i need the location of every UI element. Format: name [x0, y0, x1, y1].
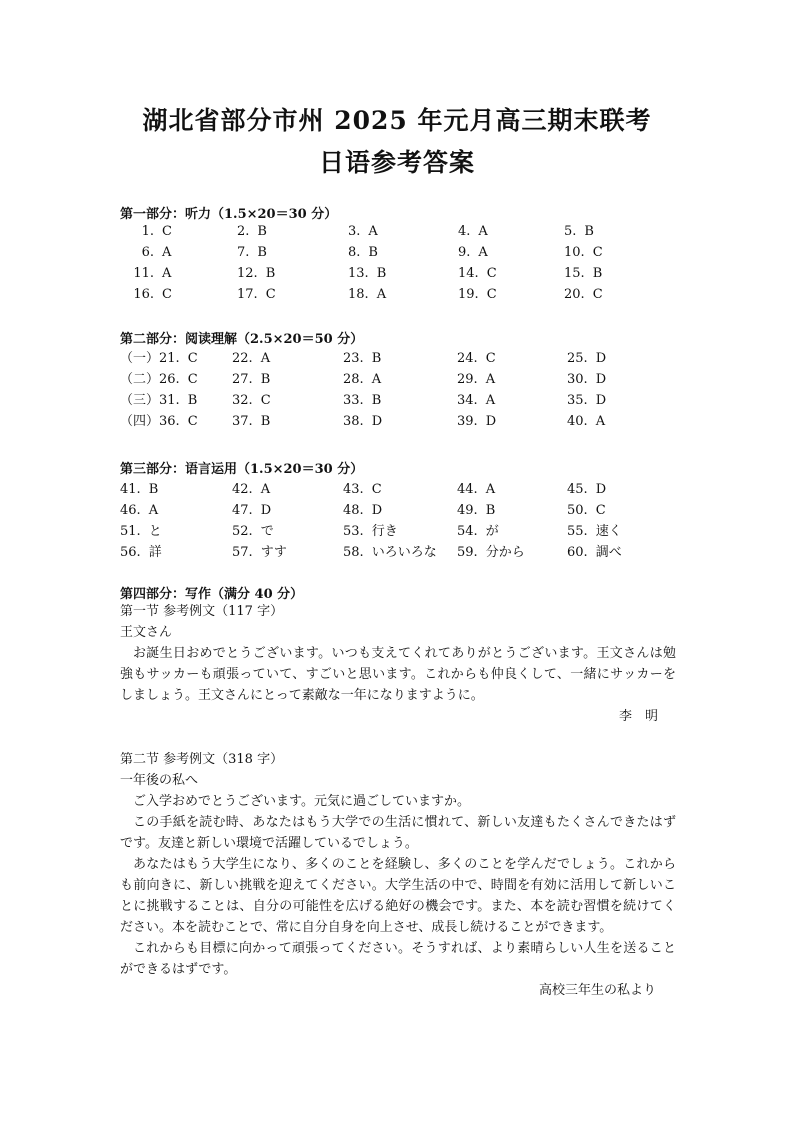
section1-greeting: 王文さん: [120, 625, 173, 640]
question-number: 28.: [343, 372, 364, 387]
answer-value: C: [485, 351, 496, 366]
answer-value: C: [371, 482, 382, 497]
question-number: 29.: [457, 372, 478, 387]
answer-item: [120, 390, 197, 411]
answer-item: [567, 348, 606, 369]
answer-value: 分から: [485, 545, 525, 560]
answer-value: C: [187, 372, 198, 387]
answer-value: B: [371, 351, 382, 366]
question-number: 42.: [232, 482, 253, 497]
answer-item: [348, 221, 378, 242]
answer-item: [343, 479, 382, 500]
part1-answer-grid: [120, 221, 680, 305]
answer-item: [567, 542, 622, 563]
answer-value: すす: [260, 545, 287, 560]
answer-value: A: [485, 393, 496, 408]
answer-value: C: [162, 224, 172, 239]
question-number: 6.: [141, 245, 154, 260]
section2-paragraph: この手紙を読む時、あなたはもう大学での生活に慣れて、新しい友達もたくさんできたはずです。友達と新しい環境で活躍しているでしょう。: [120, 815, 676, 851]
question-number: 24.: [457, 351, 478, 366]
question-number: 40.: [567, 414, 588, 429]
answer-value: C: [595, 503, 606, 518]
answer-item: [132, 284, 172, 305]
answer-item: [232, 500, 271, 521]
answer-item: [567, 479, 606, 500]
question-number: 49.: [457, 503, 478, 518]
answer-item: [120, 500, 158, 521]
question-number: 54.: [457, 524, 478, 539]
answer-value: D: [485, 414, 497, 429]
question-number: 55.: [567, 524, 588, 539]
section1-paragraph: お誕生日おめでとうございます。いつも支えてくれてありがとうございます。王文さんは勉強もサッカーも頑張っていて、すごいと思います。これからも仲良くして、一緒にサッカーをしましょう。王文さんにとって素敵な一年になりますように。: [120, 646, 676, 703]
section2-paragraph: これからも目標に向かって頑張ってください。そうすれば、より素晴らしい人生を送ることができるはずです。: [120, 941, 676, 977]
question-number: （二）26.: [120, 372, 180, 387]
answer-value: いろいろな: [371, 545, 437, 560]
answer-item: [564, 284, 603, 305]
answer-item: [343, 411, 382, 432]
answer-value: が: [485, 524, 499, 539]
section2-label: 第二节 参考例文（318 字）: [120, 752, 284, 767]
answer-row: [120, 542, 680, 563]
answer-item: [232, 542, 287, 563]
answer-value: D: [595, 393, 607, 408]
question-number: 43.: [343, 482, 364, 497]
question-number: 46.: [120, 503, 141, 518]
answer-item: [348, 242, 378, 263]
question-number: 50.: [567, 503, 588, 518]
page-title: 湖北省部分市州 2025 年元月高三期末联考: [142, 106, 652, 135]
answer-item: [343, 521, 398, 542]
answer-value: D: [260, 503, 272, 518]
answer-value: A: [260, 482, 271, 497]
question-number: 23.: [343, 351, 364, 366]
question-number: 13.: [348, 266, 369, 281]
question-number: 41.: [120, 482, 141, 497]
answer-item: [457, 390, 495, 411]
answer-row: [120, 479, 680, 500]
answer-value: A: [478, 224, 488, 239]
answer-item: [343, 542, 437, 563]
question-number: 38.: [343, 414, 364, 429]
answer-row: [120, 521, 680, 542]
answer-item: [343, 500, 382, 521]
answer-item: [343, 390, 381, 411]
answer-value: B: [148, 482, 159, 497]
part1-heading: 第一部分：听力（1.5×20＝30 分）: [120, 207, 338, 222]
answer-value: A: [260, 351, 271, 366]
question-number: 7.: [237, 245, 250, 260]
answer-item: [232, 521, 274, 542]
answer-item: [457, 542, 525, 563]
answer-value: A: [162, 266, 172, 281]
question-number: 57.: [232, 545, 253, 560]
question-number: 10.: [564, 245, 585, 260]
answer-value: 調べ: [595, 545, 622, 560]
question-number: 32.: [232, 393, 253, 408]
question-number: 60.: [567, 545, 588, 560]
question-number: 9.: [458, 245, 471, 260]
answer-item: [567, 500, 606, 521]
answer-value: C: [187, 351, 198, 366]
answer-value: C: [592, 245, 603, 260]
question-number: 15.: [564, 266, 585, 281]
question-number: 34.: [457, 393, 478, 408]
answer-item: [120, 348, 198, 369]
answer-item: [567, 390, 606, 411]
answer-value: A: [478, 245, 488, 260]
question-number: 33.: [343, 393, 364, 408]
question-number: 25.: [567, 351, 588, 366]
part3-heading: 第三部分：语言运用（1.5×20＝30 分）: [120, 462, 364, 477]
answer-value: C: [486, 266, 497, 281]
question-number: 20.: [564, 287, 585, 302]
section2-greeting: 一年後の私へ: [120, 773, 199, 788]
writing-section-2: [120, 749, 676, 1001]
answer-item: [232, 348, 270, 369]
answer-value: で: [260, 524, 274, 539]
answer-value: A: [162, 245, 172, 260]
part3-answer-grid: [120, 479, 680, 563]
answer-item: [237, 242, 267, 263]
answer-value: C: [162, 287, 172, 302]
answer-item: [343, 348, 381, 369]
answer-item: [564, 242, 603, 263]
question-number: 44.: [457, 482, 478, 497]
answer-value: 行き: [371, 524, 398, 539]
answer-item: [348, 284, 386, 305]
page-subtitle: 日语参考答案: [318, 148, 475, 177]
answer-value: B: [187, 393, 198, 408]
part2-answer-grid: [120, 348, 680, 432]
answer-value: B: [592, 266, 603, 281]
question-number: 22.: [232, 351, 253, 366]
answer-item: [237, 263, 275, 284]
question-number: 52.: [232, 524, 253, 539]
question-number: 53.: [343, 524, 364, 539]
answer-value: D: [595, 372, 607, 387]
question-number: 30.: [567, 372, 588, 387]
answer-item: [132, 242, 171, 263]
answer-value: A: [368, 224, 378, 239]
answer-value: A: [148, 503, 159, 518]
answer-value: B: [584, 224, 594, 239]
answer-item: [120, 479, 158, 500]
question-number: 12.: [237, 266, 258, 281]
answer-value: B: [371, 393, 382, 408]
answer-item: [120, 521, 162, 542]
answer-row: [120, 221, 680, 242]
answer-value: A: [371, 372, 382, 387]
answer-value: B: [368, 245, 378, 260]
question-number: （四）36.: [120, 414, 180, 429]
question-number: 11.: [133, 266, 154, 281]
answer-value: B: [376, 266, 387, 281]
question-number: 39.: [457, 414, 478, 429]
answer-row: [120, 390, 680, 411]
part4-heading: 第四部分：写作（满分 40 分）: [120, 587, 304, 602]
question-number: 1.: [141, 224, 154, 239]
answer-item: [457, 348, 496, 369]
answer-value: C: [260, 393, 271, 408]
answer-row: [120, 263, 680, 284]
question-number: 8.: [348, 245, 361, 260]
section1-label: 第一节 参考例文（117 字）: [120, 604, 284, 619]
answer-value: B: [485, 503, 496, 518]
question-number: 17.: [237, 287, 258, 302]
answer-value: B: [260, 414, 271, 429]
question-number: （一）21.: [120, 351, 180, 366]
answer-value: A: [595, 414, 606, 429]
answer-value: C: [187, 414, 198, 429]
answer-item: [457, 500, 495, 521]
answer-item: [567, 369, 606, 390]
answer-value: C: [265, 287, 276, 302]
question-number: 14.: [458, 266, 479, 281]
answer-item: [567, 411, 605, 432]
question-number: 5.: [564, 224, 577, 239]
question-number: 16.: [133, 287, 154, 302]
answer-value: B: [257, 224, 267, 239]
section2-paragraph: あなたはもう大学生になり、多くのことを経験し、多くのことを学んだでしょう。これからも前向きに、新しい挑戦を迎えてください。大学生活の中で、時間を有効に活用して新しいことに挑戦することは、自分の可能性を広げる絶好の機会です。また、本を読む習慣を続けてください。本を読むことで、常に自分自身を向上させ、成長し続けることができます。: [120, 857, 676, 935]
answer-value: A: [485, 482, 496, 497]
answer-value: B: [257, 245, 267, 260]
answer-item: [343, 369, 381, 390]
answer-value: A: [376, 287, 387, 302]
question-number: 2.: [237, 224, 250, 239]
answer-item: [132, 263, 171, 284]
answer-item: [120, 411, 198, 432]
section1-signature: 李 明: [618, 709, 658, 724]
answer-row: [120, 411, 680, 432]
question-number: 51.: [120, 524, 141, 539]
answer-item: [564, 221, 594, 242]
question-number: 58.: [343, 545, 364, 560]
answer-item: [232, 369, 270, 390]
answer-row: [120, 284, 680, 305]
section2-paragraph: ご入学おめでとうございます。元気に過ごしていますか。: [133, 794, 470, 809]
answer-value: B: [265, 266, 276, 281]
question-number: 56.: [120, 545, 141, 560]
answer-row: [120, 500, 680, 521]
question-number: 35.: [567, 393, 588, 408]
answer-item: [237, 284, 276, 305]
answer-item: [567, 521, 622, 542]
answer-item: [458, 284, 497, 305]
answer-item: [232, 479, 270, 500]
answer-value: 詳: [148, 545, 162, 560]
answer-row: [120, 369, 680, 390]
writing-section-1: [120, 601, 676, 727]
answer-item: [457, 411, 496, 432]
answer-item: [458, 221, 488, 242]
answer-row: [120, 348, 680, 369]
part2-heading: 第二部分：阅读理解（2.5×20＝50 分）: [120, 332, 364, 347]
question-number: 19.: [458, 287, 479, 302]
answer-value: D: [371, 503, 383, 518]
answer-value: B: [260, 372, 271, 387]
answer-value: C: [486, 287, 497, 302]
answer-value: 速く: [595, 524, 622, 539]
question-number: 45.: [567, 482, 588, 497]
answer-value: D: [371, 414, 383, 429]
answer-item: [458, 242, 488, 263]
answer-value: D: [595, 482, 607, 497]
question-number: 37.: [232, 414, 253, 429]
question-number: （三）31.: [120, 393, 180, 408]
answer-item: [237, 221, 267, 242]
answer-item: [458, 263, 497, 284]
answer-item: [232, 411, 270, 432]
answer-item: [348, 263, 386, 284]
question-number: 48.: [343, 503, 364, 518]
answer-item: [457, 479, 495, 500]
answer-item: [120, 542, 162, 563]
question-number: 4.: [458, 224, 471, 239]
answer-item: [232, 390, 271, 411]
answer-item: [132, 221, 172, 242]
section2-signature: 高校三年生の私より: [538, 983, 656, 998]
question-number: 59.: [457, 545, 478, 560]
question-number: 18.: [348, 287, 369, 302]
answer-item: [120, 369, 198, 390]
answer-row: [120, 242, 680, 263]
answer-item: [564, 263, 602, 284]
question-number: 27.: [232, 372, 253, 387]
answer-value: A: [485, 372, 496, 387]
answer-value: と: [148, 524, 162, 539]
answer-item: [457, 369, 495, 390]
question-number: 3.: [348, 224, 361, 239]
question-number: 47.: [232, 503, 253, 518]
answer-item: [457, 521, 499, 542]
answer-value: C: [592, 287, 603, 302]
answer-value: D: [595, 351, 607, 366]
